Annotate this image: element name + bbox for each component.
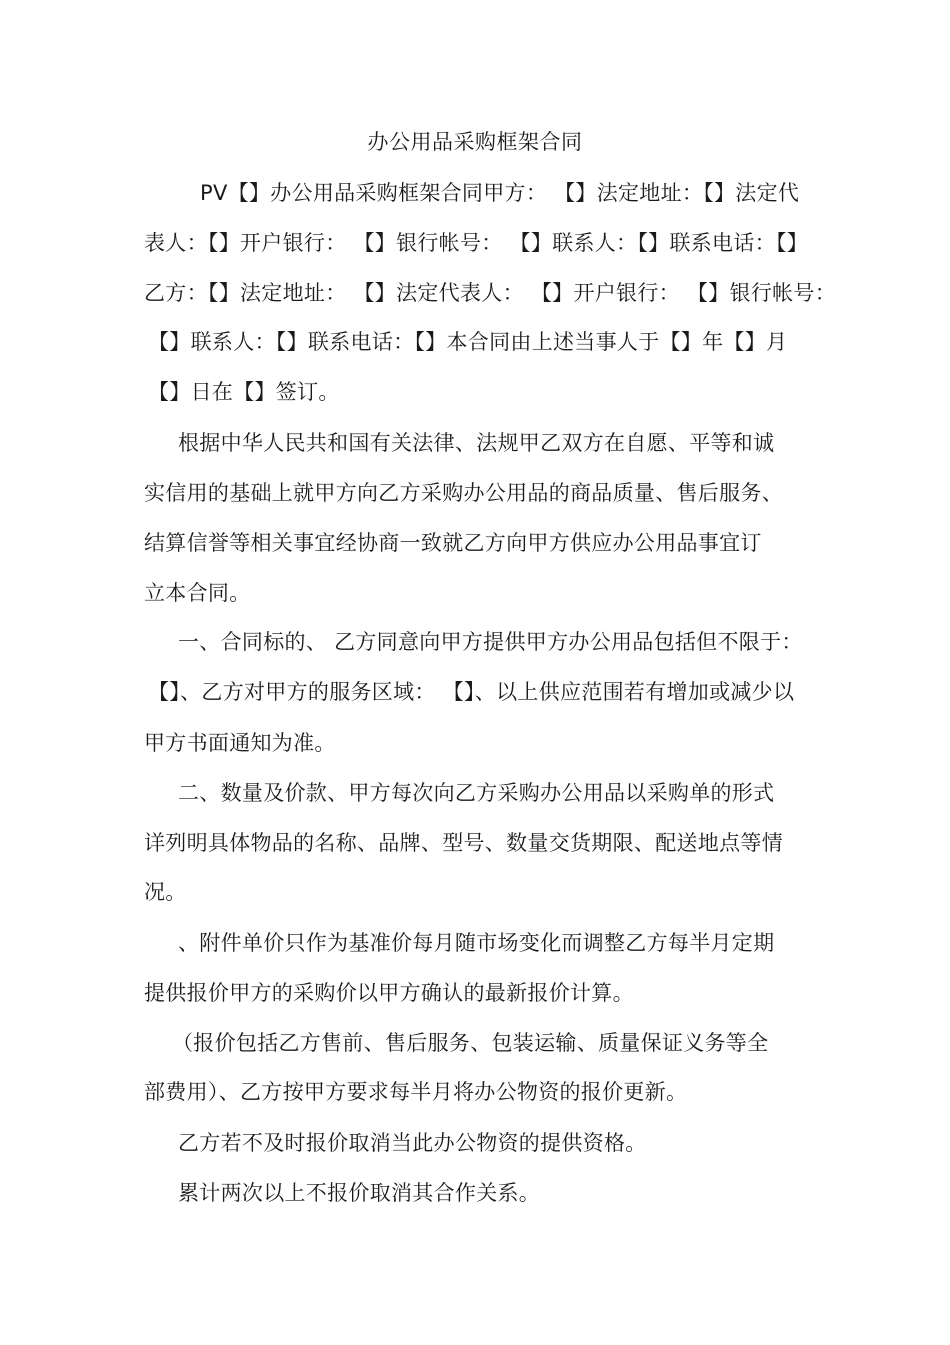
text-line-13: 二、数量及价款、甲方每次向乙方采购办公用品以采购单的形式	[178, 781, 775, 805]
text-line-19: 部费用）、乙方按甲方要求每半月将办公物资的报价更新。	[144, 1080, 688, 1104]
text-line-8: 结算信誉等相关事宜经协商一致就乙方向甲方供应办公用品事宜订	[144, 531, 762, 555]
text-line-4: 【】联系人：【】联系电话：【】本合同由上述当事人于【】年【】月	[148, 330, 788, 354]
text-line-3: 乙方：【】法定地址： 【】法定代表人： 【】开户银行： 【】银行帐号：	[144, 281, 837, 305]
text-line-10: 一、合同标的、 乙方同意向甲方提供甲方办公用品包括但不限于：	[178, 630, 803, 654]
text-line-16: 、附件单价只作为基准价每月随市场变化而调整乙方每半月定期	[178, 931, 775, 955]
text-line-5: 【】日在【】签订。	[148, 380, 340, 404]
text-line-21: 累计两次以上不报价取消其合作关系。	[178, 1181, 541, 1205]
text-line-17: 提供报价甲方的采购价以甲方确认的最新报价计算。	[144, 981, 634, 1005]
text-line-6: 根据中华人民共和国有关法律、法规甲乙双方在自愿、平等和诚	[178, 431, 775, 455]
text-line-14: 详列明具体物品的名称、品牌、型号、数量交货期限、配送地点等情	[144, 831, 783, 855]
text-line-7: 实信用的基础上就甲方向乙方采购办公用品的商品质量、售后服务、	[144, 481, 783, 505]
text-line-9: 立本合同。	[144, 581, 251, 605]
text-line-18: （报价包括乙方售前、售后服务、包装运输、质量保证义务等全	[172, 1031, 769, 1055]
document-title: 办公用品采购框架合同	[367, 130, 583, 154]
text-line-1: PV【】办公用品采购框架合同甲方： 【】法定地址：【】法定代	[200, 181, 800, 205]
text-line-2: 表人：【】开户银行： 【】银行帐号： 【】联系人：【】联系电话：【】	[144, 231, 809, 255]
text-line-12: 甲方书面通知为准。	[144, 731, 336, 755]
text-line-15: 况。	[144, 880, 187, 904]
text-line-20: 乙方若不及时报价取消当此办公物资的提供资格。	[178, 1131, 647, 1155]
text-line-11: 【】、乙方对甲方的服务区域： 【】、以上供应范围若有增加或减少以	[148, 680, 795, 704]
